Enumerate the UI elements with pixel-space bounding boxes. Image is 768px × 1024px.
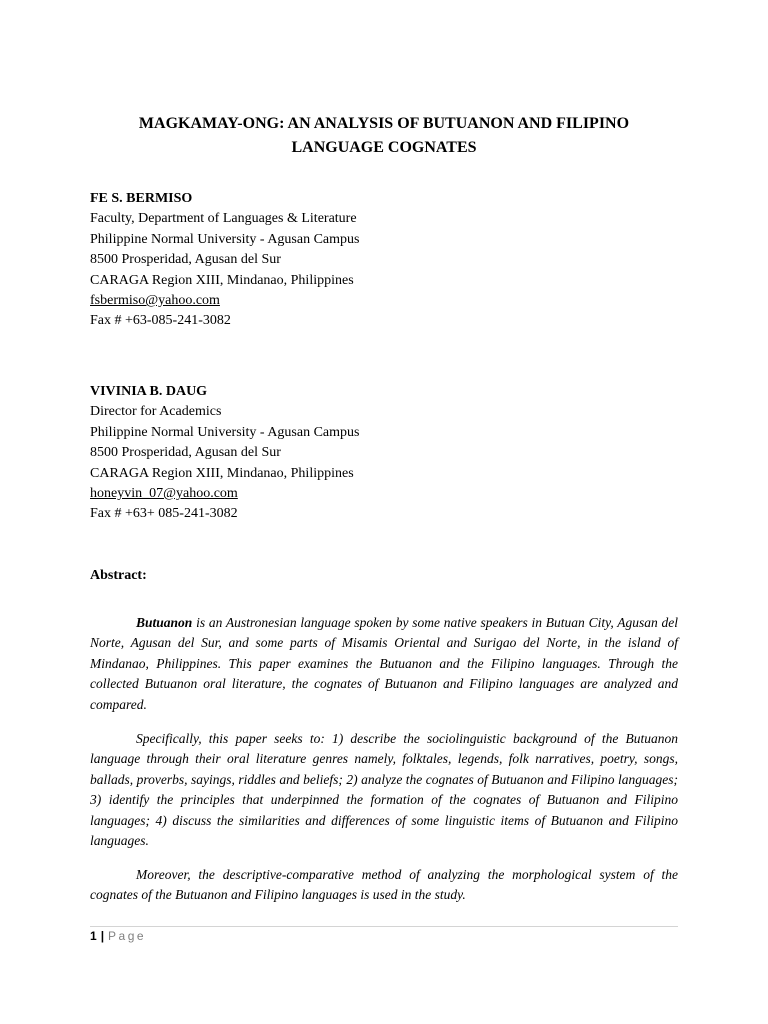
- butuanon-term: Butuanon: [136, 615, 193, 630]
- author-address: 8500 Prosperidad, Agusan del Sur: [90, 445, 281, 461]
- abstract-paragraph-3: Moreover, the descriptive-comparative method of analyzing the morphological system of the cognates of the Butuanon and Filipino languages is used in the study.: [90, 867, 678, 903]
- author-position: Director for Academics: [90, 404, 222, 420]
- author-institution: Philippine Normal University - Agusan Campus: [90, 424, 360, 440]
- abstract-paragraph-2: Specifically, this paper seeks to: 1) describe the sociolinguistic background of the Butuanon language through their oral literature genres namely, folktales, legends, folk narratives, poetry, songs, ballads, proverbs, sayings, riddles and beliefs; 2) analyze the cognates of Butuanon and Filipino languages; 3) identify the principles that underpinned the formation of the cognates of Butuanon and Filipino languages; 4) discuss the similarities and differences of some linguistic items of Butuanon and Filipino languages.: [90, 731, 678, 849]
- abstract-paragraph-1: [90, 613, 678, 715]
- footer-divider: [90, 926, 678, 927]
- abstract-paragraph-1-text: is an Austronesian language spoken by some native speakers in Butuan City, Agusan del Norte, Agusan del Sur, and some parts of Misamis Oriental and Surigao del Norte, in the island of Mindanao, Philippines. This paper examines the Butuanon and the Filipino languages. Through the collected Butuanon oral literature, the cognates of Butuanon and Filipino languages are analyzed and compared.: [90, 615, 678, 712]
- abstract-heading: Abstract:: [90, 568, 147, 583]
- author-institution: Philippine Normal University - Agusan Campus: [90, 231, 360, 247]
- page-number: 1: [90, 929, 97, 943]
- author-email-link[interactable]: honeyvin_07@yahoo.com: [90, 486, 238, 502]
- author-block-1: [90, 189, 678, 332]
- author-name: FE S. BERMISO: [90, 191, 193, 206]
- author-position: Faculty, Department of Languages & Literature: [90, 211, 357, 227]
- author-fax: Fax # +63-085-241-3082: [90, 313, 231, 329]
- paper-title: [90, 112, 678, 160]
- footer-separator: |: [100, 929, 105, 943]
- author-email-link[interactable]: fsbermiso@yahoo.com: [90, 293, 220, 309]
- author-region: CARAGA Region XIII, Mindanao, Philippines: [90, 465, 354, 481]
- title-line-1: MAGKAMAY-ONG: AN ANALYSIS OF BUTUANON AND FILIPINO: [138, 115, 630, 132]
- author-block-2: [90, 382, 678, 525]
- author-fax: Fax # +63+ 085-241-3082: [90, 506, 238, 522]
- author-name: VIVINIA B. DAUG: [90, 384, 208, 399]
- title-line-2: LANGUAGE COGNATES: [291, 139, 477, 156]
- author-region: CARAGA Region XIII, Mindanao, Philippines: [90, 272, 354, 288]
- author-address: 8500 Prosperidad, Agusan del Sur: [90, 252, 281, 268]
- page-footer: [90, 928, 146, 944]
- page-label: Page: [108, 929, 147, 943]
